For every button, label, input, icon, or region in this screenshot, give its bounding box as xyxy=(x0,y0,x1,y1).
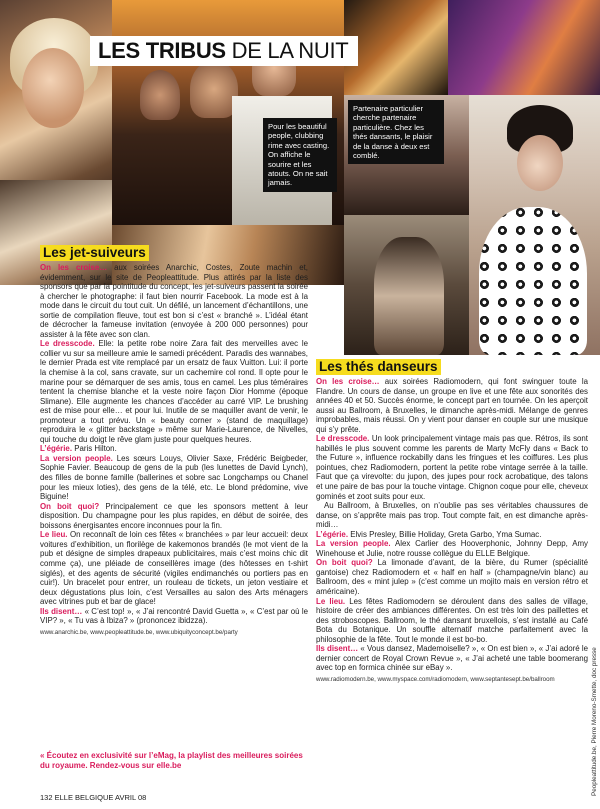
article-body xyxy=(40,263,308,626)
paragraph-text: On reconnaît de loin ces fêtes « branchées » par leur accueil: deux voitures d’exhibition, un florilège de kakemonos brandés (le mot vient de la pub et désigne de simples drapeaux publicitaires, mais c’est moins chic dit comme ça), une pléiade de conseillères image (des hôtesses en t-shirt siglés), et des agents de sécurité (vigiles endimanchés ou portiers pas en cuir!). Un bracelet pour entrer, un rouleau de tickets, un jeton vestiaire et deux dégustations plus loin, c’est Versailles au salon des Arts ménagers avec vitrines pub et bar de glace! xyxy=(40,530,308,607)
paragraph-text: Elle: la petite robe noire Zara fait des merveilles avec le collier vu sur sa meilleure amie le samedi précédent. Paradis des wannabes, le dernier Prada est vite remplacé par un ersatz de faux Vuitton. Lui: il porte la chemise à la col, sans cravate, sur un cachemire col rond. Il opte pour le marine pour se démarquer de ses amis, tous en camel. Les plus téméraires tentent la chemise blanche et la veste noire façon Dior Homme (époque Slimane). Elle augmente les chances d’accéder au carré VIP. Le brushing est de mise pour elle… et pour lui. Inutile de se maquiller avant de venir, le promoteur a tout prévu. Un « beauty corner » (stand de maquillage) reproduira le « glitter backstage » même sur Marie-Laurence, de Nivelles, qui touche du doigt le rêve glam juste pour quelques heures. xyxy=(40,339,308,444)
paragraph-text: aux soirées Radiomodern, qui font swinguer toute la Flandre. Un cours de danse, un groupe en live et une fête aux sonorités des années 40 et 50. Succès énorme, le concept part en tournée. On les aperçoit aussi au Ballroom, à Bruxelles, le dimanche après-midi. Mélange de genres improbables, mais réussi. On y vient pour danser en couple sur une musique qui s’y prête. xyxy=(316,377,588,434)
paragraph xyxy=(40,339,308,444)
paragraph-label: La version people. xyxy=(40,453,113,463)
source-links: www.anarchic.be, www.peopleattitude.be, www.ubiquityconcept.be/party xyxy=(40,628,238,636)
paragraph-text: Un look principalement vintage mais pas que. Rétros, ils sont habillés le plus souvent comme les parents de Marty McFly dans « Back to the Future », influence rockabilly dans les fringues et les coiffures. Les plus pointues, chez Radiomodern, portent la petite robe vintage serrée à la taille. Faut que ça virevolte: du jupon, des jupes pour rock acrobatique, des talons et une paire de bas pour la touche vintage. Chignon coque pour elle, cheveux gominés et zoot suits pour eux. xyxy=(316,434,588,501)
paragraph xyxy=(40,444,308,454)
section-heading: Les jet-suiveurs xyxy=(40,245,149,261)
paragraph-label: On boit quoi? xyxy=(40,501,100,511)
paragraph-text: « C’est top! », « J’ai rencontré David Guetta », « C’est par où le VIP? », « Tu vas à Ibiza? » (prononcez ibidzza). xyxy=(40,606,308,626)
paragraph-text: Alex Carlier des Hooverphonic, Johnny Depp, Amy Winehouse et Julie, notre rousse collègue du ELLE Belgique. xyxy=(316,539,588,558)
paragraph-text: Principalement ce que les sponsors mettent à leur disposition. Du champagne pour les plus rapides, en début de soirée, des boissons énergisantes encore inconnues pour la fin. xyxy=(40,501,308,530)
paragraph-text: Les sœurs Louys, Olivier Saxe, Frédéric Beigbeder, Sophie Favier. Beaucoup de gens de la pub (les lunettes de David Lynch), des filles de bonne famille (ballerines et sobre sac Longchamps ou Chanel pour les mieux loties), des gens de la télé, etc. Le blond prédomine, vive Biguine! xyxy=(40,453,308,502)
paragraph xyxy=(40,502,308,531)
paragraph-label: On les croise… xyxy=(316,377,380,386)
photo-dancers-dim xyxy=(344,0,448,95)
paragraph-label: L’égérie. xyxy=(40,444,73,454)
emag-promo: « Écoutez en exclusivité sur l’eMag, la playlist des meilleures soirées du royaume. Rendez-vous sur elle.be xyxy=(40,751,303,770)
paragraph xyxy=(316,644,588,673)
paragraph-label: Le lieu. xyxy=(316,596,346,606)
photo-retro-couple xyxy=(344,215,469,355)
photo-caption-right: Partenaire particulier cherche partenaire particulière. Chez les thés dansants, le plaisir de la danse à deux est comblé. xyxy=(348,100,444,164)
paragraph xyxy=(316,597,588,645)
paragraph-label: Ils disent… xyxy=(316,644,359,654)
paragraph xyxy=(316,539,588,558)
article-body xyxy=(316,377,588,673)
paragraph-label: Le dresscode. xyxy=(316,434,370,444)
paragraph-text: « Vous dansez, Mademoiselle? », « On est bien », « J’ai adoré le dernier concert de Royal Crown Revue », « J’ai acheté une table boomerang avec top en formica chinée sur eBay ». xyxy=(316,644,589,673)
article-jet-suiveurs xyxy=(40,244,308,637)
paragraph-label: On boit quoi? xyxy=(316,558,373,568)
paragraph-label: Ils disent… xyxy=(40,606,83,616)
paragraph-label: Le lieu. xyxy=(40,530,68,540)
paragraph-text: aux soirées Anarchic, Costes, Zoute machin et, évidemment, sur le site de Peopleattitude. Plus attirés par la liste des sponsors que par la pointitude du concept, les jet-suiveurs passent la soirée à chercher le photographe: il faut bien nourrir Facebook. La mode est à la mode dans le circuit du tout cuit. Un défilé, un lancement d’échantillons, une sortie de compilation fleuve, tout est bon si c’est « branché ». L’idéal étant de décrocher la fameuse invitation (envoyée à 200 000 personnes) pour assister à la fête avec son clan. xyxy=(40,263,308,339)
paragraph xyxy=(40,454,308,502)
paragraph xyxy=(40,263,308,339)
paragraph xyxy=(316,530,588,540)
page-folio: 132 ELLE BELGIQUE AVRIL 08 xyxy=(40,793,147,802)
paragraph xyxy=(40,607,308,626)
article-thes-danseurs xyxy=(316,358,588,684)
paragraph xyxy=(316,501,588,530)
paragraph-label: L’égérie. xyxy=(316,529,349,539)
title-light: DE LA NUIT xyxy=(231,38,349,63)
paragraph-text: Les fêtes Radiomodern se déroulent dans des salles de village, histoire de créer des ambiances différentes. On est très loin des paillettes et des stroboscopes. Ballroom, le thé dansant bruxellois, s’est installé au Café Bota du Botanique. Un souffle alternatif matche parfaitement avec la philosophie de la fête. Tout le monde il est bo-bo. xyxy=(316,596,588,644)
paragraph-text: Elvis Presley, Billie Holiday, Greta Garbo, Yma Sumac. xyxy=(348,529,542,539)
paragraph-label: La version people. xyxy=(316,539,391,549)
photo-credit: Peopleattitude.be, Pierre Moreno-Smette, doc presse xyxy=(591,647,598,796)
paragraph xyxy=(316,558,588,596)
title-bold: LES TRIBUS xyxy=(98,38,226,63)
paragraph xyxy=(316,377,588,434)
paragraph-label: On les croise… xyxy=(40,263,108,272)
paragraph-label: Le dresscode. xyxy=(40,339,95,349)
paragraph-text: Au Ballroom, à Bruxelles, on n’oublie pas ses véritables chaussures de danse, on s’apprête mais pas trop. Tout compte fait, en est dimanche après-midi… xyxy=(316,501,588,530)
paragraph-text: La limonade d’avant, de la bière, du Rumer (spécialité gantoise) chez Radiomodern et « half en half » (champagne/vin blanc) au Ballroom, des « mint julep » (c’est comme un mojito mais en version rétro et américaine). xyxy=(316,558,588,597)
photo-caption-left: Pour les beautiful people, clubbing rime avec casting. On affiche le sourire et les atouts. On ne sait jamais. xyxy=(263,118,337,192)
source-links: www.radiomodern.be, www.myspace.com/radiomodern, www.septantesept.be/ballroom xyxy=(316,675,555,683)
paragraph xyxy=(316,434,588,501)
paragraph-text: Paris Hilton. xyxy=(72,444,117,454)
paragraph xyxy=(40,530,308,606)
page-title xyxy=(90,36,358,66)
photo-vintage-singer xyxy=(469,95,600,355)
photo-dance-floor xyxy=(448,0,600,95)
section-heading: Les thés danseurs xyxy=(316,359,441,375)
